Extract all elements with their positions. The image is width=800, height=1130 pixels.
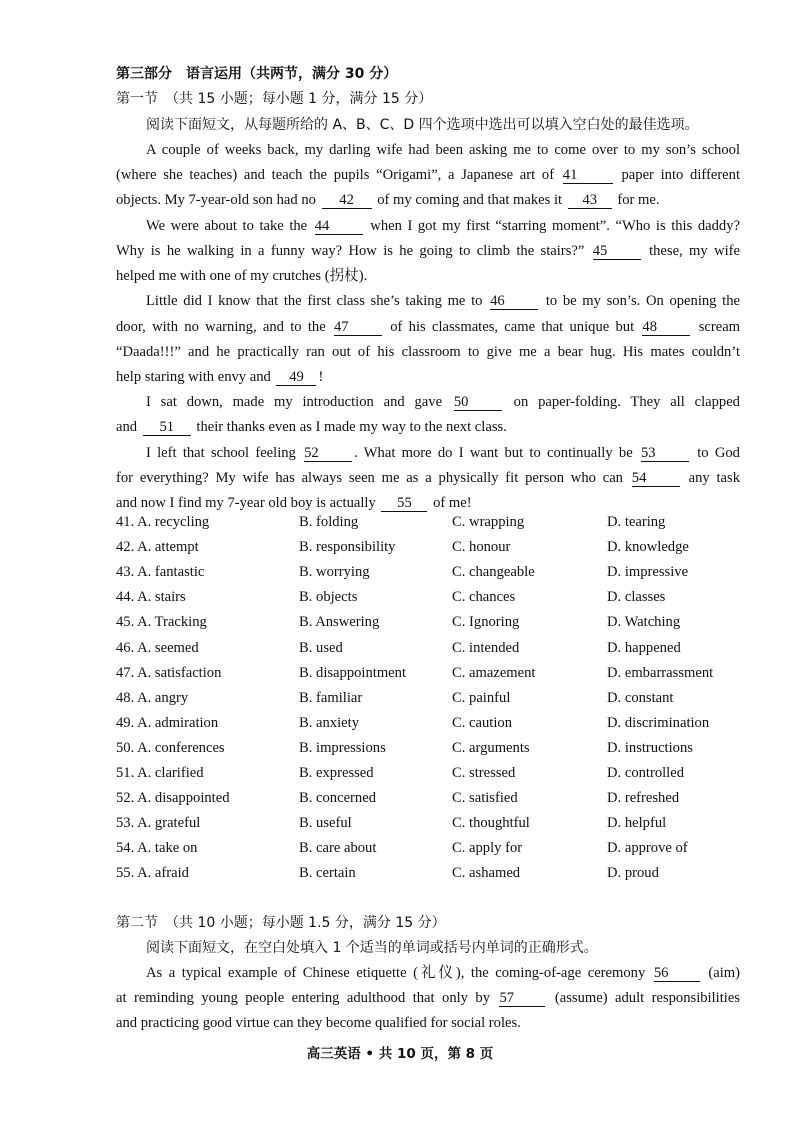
- blank-41[interactable]: 41: [563, 167, 613, 184]
- option-b[interactable]: B. useful: [299, 815, 352, 832]
- option-d[interactable]: D. discrimination: [607, 714, 710, 731]
- part-heading: 第三部分 语言运用（共两节，满分 30 分）: [116, 66, 398, 82]
- blank-49[interactable]: 49: [276, 369, 316, 386]
- option-d[interactable]: D. constant: [607, 689, 674, 706]
- option-a[interactable]: 50. A. conferences: [116, 739, 225, 756]
- blank-56[interactable]: 56: [654, 965, 700, 982]
- option-c[interactable]: C. changeable: [452, 564, 535, 581]
- option-a[interactable]: 51. A. clarified: [116, 765, 204, 781]
- passage-line: I sat down, made my introduction and gave 50 on paper-folding. They all clapped: [146, 394, 740, 410]
- blank-42[interactable]: 42: [322, 192, 372, 209]
- page-footer: 高三英语 • 共 10 页，第 8 页: [306, 1046, 494, 1062]
- option-a[interactable]: 46. A. seemed: [116, 639, 199, 656]
- section2-instruction: 阅读下面短文，在空白处填入 1 个适当的单词或括号内单词的正确形式。: [146, 940, 598, 956]
- passage-line: objects. My 7-year-old son had no 42 of my coming and that makes it 43 for me.: [116, 192, 660, 208]
- option-row: [116, 638, 766, 658]
- option-row: [116, 813, 766, 833]
- section1-instruction: 阅读下面短文，从每题所给的 A、B、C、D 四个选项中选出可以填入空白处的最佳选项。: [146, 117, 699, 133]
- blank-54[interactable]: 54: [632, 470, 680, 487]
- blank-50[interactable]: 50: [454, 394, 502, 411]
- option-b[interactable]: B. anxiety: [299, 714, 359, 731]
- blank-55[interactable]: 55: [381, 495, 427, 512]
- option-a[interactable]: 55. A. afraid: [116, 865, 189, 882]
- option-a[interactable]: 53. A. grateful: [116, 815, 201, 832]
- passage-line: helped me with one of my crutches (拐杖).: [116, 268, 368, 284]
- option-b[interactable]: B. impressions: [299, 739, 386, 756]
- option-a[interactable]: 43. A. fantastic: [116, 564, 205, 581]
- option-d[interactable]: D. embarrassment: [607, 664, 714, 681]
- option-b[interactable]: B. concerned: [299, 790, 376, 807]
- option-b[interactable]: B. disappointment: [299, 664, 407, 681]
- option-d[interactable]: D. controlled: [607, 765, 685, 781]
- option-d[interactable]: D. happened: [607, 639, 681, 656]
- option-c[interactable]: C. intended: [452, 639, 520, 656]
- option-c[interactable]: C. honour: [452, 539, 511, 556]
- option-a[interactable]: 48. A. angry: [116, 689, 189, 706]
- option-c[interactable]: C. wrapping: [452, 514, 525, 530]
- option-c[interactable]: C. arguments: [452, 739, 530, 756]
- option-b[interactable]: B. certain: [299, 865, 356, 882]
- blank-46[interactable]: 46: [490, 293, 538, 310]
- passage-line: I left that school feeling 52 . What more do I want but to continually be 53 to God: [146, 445, 740, 461]
- option-b[interactable]: B. Answering: [299, 614, 380, 631]
- passage-line: Little did I know that the first class she’s taking me to 46 to be my son’s. On opening the: [146, 293, 740, 309]
- blank-52[interactable]: 52: [304, 445, 352, 462]
- passage-line: and 51 their thanks even as I made my way to the next class.: [116, 419, 507, 435]
- passage2-line: As a typical example of Chinese etiquette (礼仪), the coming-of-age ceremony 56 (aim): [146, 965, 740, 981]
- section2-heading: 第二节 （共 10 小题；每小题 1.5 分，满分 15 分）: [116, 915, 446, 931]
- option-row: [116, 512, 766, 532]
- option-row: [116, 713, 766, 733]
- option-d[interactable]: D. proud: [607, 865, 659, 882]
- option-a[interactable]: 47. A. satisfaction: [116, 664, 222, 681]
- section1-heading: 第一节 （共 15 小题；每小题 1 分，满分 15 分）: [116, 91, 433, 107]
- option-a[interactable]: 49. A. admiration: [116, 714, 219, 731]
- option-c[interactable]: C. painful: [452, 689, 511, 706]
- passage-line: Why is he walking in a funny way? How is he going to climb the stairs?” 45 these, my wife: [116, 243, 741, 259]
- option-d[interactable]: D. knowledge: [607, 539, 689, 556]
- option-row: [116, 688, 766, 708]
- passage-line: for everything? My wife has always seen me as a physically fit person who can 54 any task: [116, 470, 740, 486]
- option-b[interactable]: B. folding: [299, 514, 359, 530]
- option-c[interactable]: C. amazement: [452, 664, 536, 681]
- option-a[interactable]: 54. A. take on: [116, 840, 198, 857]
- blank-43[interactable]: 43: [568, 192, 612, 209]
- option-c[interactable]: C. Ignoring: [452, 614, 520, 631]
- option-row: [116, 738, 766, 758]
- passage-line: We were about to take the 44 when I got my first “starring moment”. “Who is this daddy?: [146, 218, 740, 234]
- blank-51[interactable]: 51: [143, 419, 191, 436]
- passage-line: (where she teaches) and teach the pupils “Origami”, a Japanese art of 41 paper into different: [116, 167, 741, 183]
- passage-line: door, with no warning, and to the 47 of his classmates, came that unique but 48 scream: [116, 319, 741, 335]
- option-row: [116, 562, 766, 582]
- option-c[interactable]: C. chances: [452, 589, 516, 606]
- passage2-line: at reminding young people entering adulthood that only by 57 (assume) adult responsibilities: [116, 990, 740, 1006]
- blank-57[interactable]: 57: [499, 990, 545, 1007]
- option-d[interactable]: D. impressive: [607, 564, 689, 581]
- option-b[interactable]: B. expressed: [299, 765, 374, 781]
- option-d[interactable]: D. approve of: [607, 840, 688, 857]
- passage2-line: and practicing good virtue can they become qualified for social roles.: [116, 1015, 521, 1031]
- option-b[interactable]: B. worrying: [299, 564, 370, 581]
- option-a[interactable]: 52. A. disappointed: [116, 790, 230, 807]
- option-c[interactable]: C. satisfied: [452, 790, 518, 807]
- blank-45[interactable]: 45: [593, 243, 641, 260]
- blank-47[interactable]: 47: [334, 319, 382, 336]
- option-row: [116, 763, 766, 783]
- option-c[interactable]: C. stressed: [452, 765, 516, 781]
- passage-line: and now I find my 7-year old boy is actually 55 of me!: [116, 495, 472, 511]
- option-a[interactable]: 44. A. stairs: [116, 589, 186, 606]
- option-a[interactable]: 45. A. Tracking: [116, 614, 207, 631]
- option-c[interactable]: C. caution: [452, 714, 512, 731]
- option-a[interactable]: 41. A. recycling: [116, 514, 210, 530]
- option-row: [116, 863, 766, 883]
- blank-53[interactable]: 53: [641, 445, 689, 462]
- option-row: [116, 838, 766, 858]
- option-row: [116, 663, 766, 683]
- option-d[interactable]: D. refreshed: [607, 790, 680, 807]
- option-c[interactable]: C. ashamed: [452, 865, 521, 882]
- option-b[interactable]: B. objects: [299, 589, 358, 606]
- option-c[interactable]: C. thoughtful: [452, 815, 530, 832]
- option-d[interactable]: D. tearing: [607, 514, 666, 530]
- option-b[interactable]: B. responsibility: [299, 539, 396, 556]
- option-d[interactable]: D. classes: [607, 589, 666, 606]
- passage-line: “Daada!!!” and he practically ran out of his classroom to give me a bear hug. His mates couldn’t: [116, 344, 740, 360]
- option-d[interactable]: D. Watching: [607, 614, 681, 631]
- option-row: [116, 587, 766, 607]
- option-row: [116, 788, 766, 808]
- passage-line: help staring with envy and 49 !: [116, 369, 324, 385]
- option-b[interactable]: B. familiar: [299, 689, 363, 706]
- blank-44[interactable]: 44: [315, 218, 363, 235]
- option-c[interactable]: C. apply for: [452, 840, 523, 857]
- blank-48[interactable]: 48: [642, 319, 690, 336]
- option-a[interactable]: 42. A. attempt: [116, 539, 199, 556]
- option-d[interactable]: D. helpful: [607, 815, 667, 832]
- passage-line: A couple of weeks back, my darling wife had been asking me to come over to my son’s school: [146, 142, 740, 158]
- option-row: [116, 612, 766, 632]
- option-row: [116, 537, 766, 557]
- option-b[interactable]: B. used: [299, 639, 343, 656]
- option-b[interactable]: B. care about: [299, 840, 377, 857]
- option-d[interactable]: D. instructions: [607, 739, 693, 756]
